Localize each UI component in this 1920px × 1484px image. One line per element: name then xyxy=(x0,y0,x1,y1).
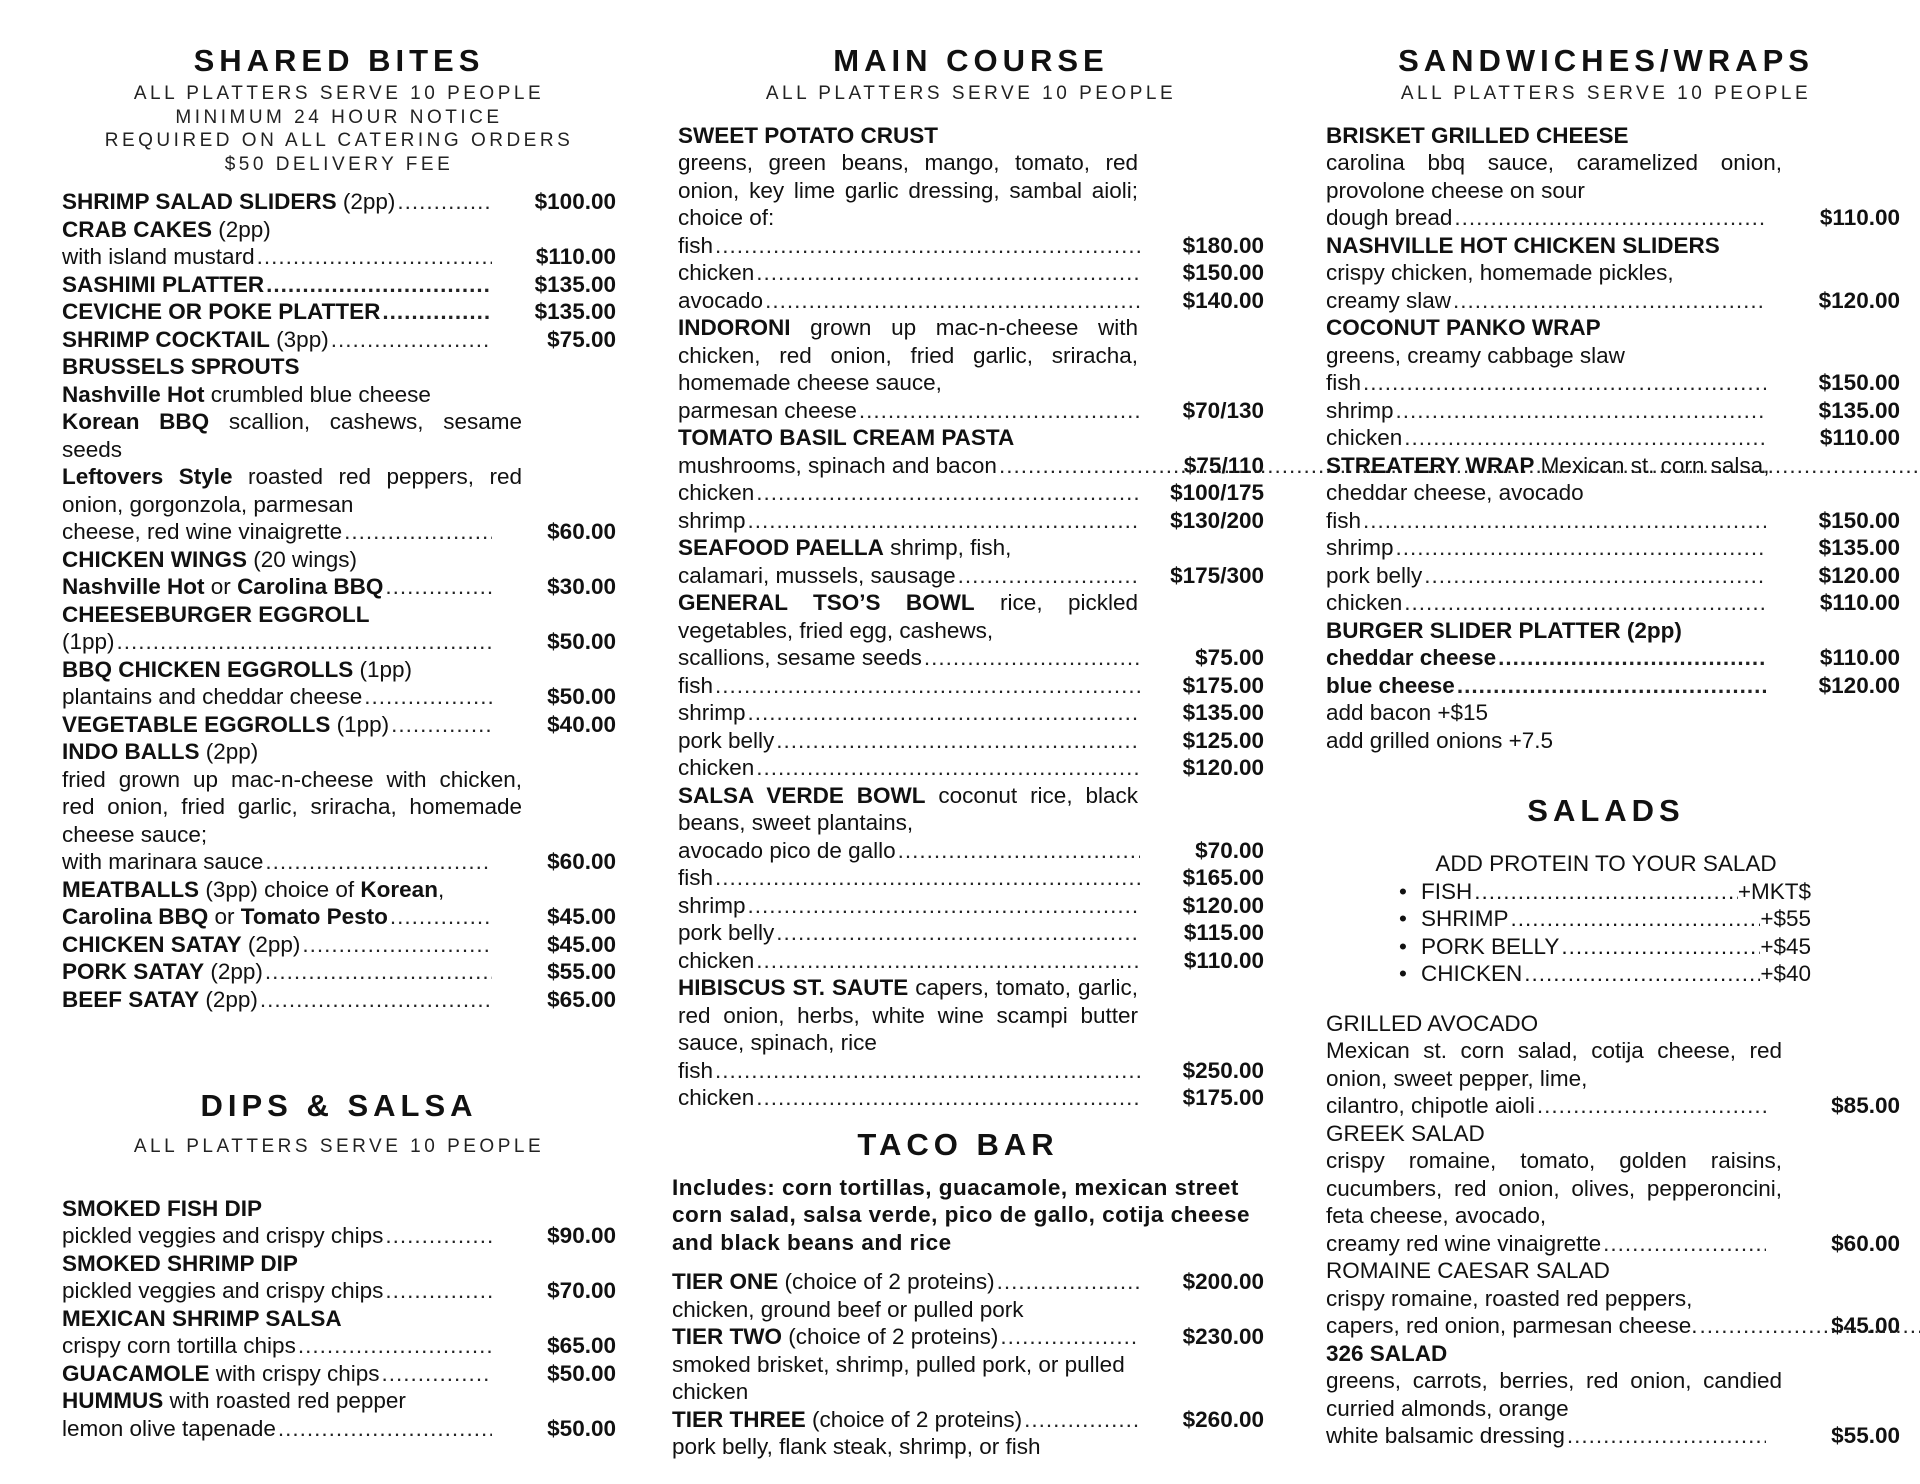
salsa-verde-chicken: chicken ..... $110.00 xyxy=(678,947,1264,975)
main-course-list xyxy=(678,122,1264,1112)
price: $120.00 xyxy=(1182,892,1264,918)
menu-item-vegetable-eggrolls: VEGETABLE EGGROLLS (1pp) ..... $40.00 xyxy=(62,711,616,739)
burger-cheddar: cheddar cheese ..... $110.00 xyxy=(1326,644,1900,672)
price: $135.00 xyxy=(534,271,616,297)
price: $50.00 xyxy=(547,1415,616,1441)
price: $70.00 xyxy=(547,1278,616,1303)
burger-add-bacon: add bacon +$15 xyxy=(1326,700,1489,725)
shared-bites-list xyxy=(62,188,616,1013)
sandwiches-title: SANDWICHES/WRAPS xyxy=(1398,43,1814,78)
price: $175.00 xyxy=(1182,672,1264,698)
tomato-pasta-shrimp: shrimp ..... $130/200 xyxy=(678,507,1264,535)
price: $165.00 xyxy=(1182,865,1264,890)
menu-item-hibiscus-saute: HIBISCUS ST. SAUTE capers, tomato, garlic, red onion, herbs, white wine scampi butter sauce, spinach, rice xyxy=(678,975,1139,1055)
burger-add-onions: add grilled onions +7.5 xyxy=(1326,727,1554,753)
price: $260.00 xyxy=(1182,1406,1264,1432)
taco-tier-one-proteins: chicken, ground beef or pulled pork xyxy=(672,1296,1024,1322)
brussels-option-2: Korean BBQ scallion, cashews, sesame seeds xyxy=(62,409,522,462)
taco-tier-three-proteins: pork belly, flank steak, shrimp, or fish xyxy=(672,1434,1041,1459)
cheeseburger-eggroll-qty: (1pp) ..... $50.00 xyxy=(62,628,616,656)
price: $45.00 xyxy=(547,931,616,957)
shared-bites-note-2: MINIMUM 24 HOUR NOTICE xyxy=(175,106,503,128)
taco-bar-tiers xyxy=(672,1268,1264,1461)
price: $180.00 xyxy=(1182,232,1264,258)
price: $120.00 xyxy=(1818,672,1900,698)
sandwiches-note: ALL PLATTERS SERVE 10 PEOPLE xyxy=(1400,83,1812,104)
streatery-shrimp: shrimp ..... $135.00 xyxy=(1326,534,1900,562)
menu-item-seafood-paella: SEAFOOD PAELLA shrimp, fish, xyxy=(678,535,1012,560)
price: $150.00 xyxy=(1818,370,1900,395)
sweet-potato-avocado: avocado ..... $140.00 xyxy=(678,287,1264,315)
menu-item-smoked-shrimp-dip: SMOKED SHRIMP DIP xyxy=(62,1250,298,1276)
hibiscus-chicken: chicken ..... $175.00 xyxy=(678,1084,1264,1112)
price: $100/175 xyxy=(1170,480,1264,505)
streatery-chicken: chicken ..... $110.00 xyxy=(1326,589,1900,617)
main-course-note: ALL PLATTERS SERVE 10 PEOPLE xyxy=(765,83,1177,104)
sweet-potato-fish: fish ..... $180.00 xyxy=(678,232,1264,260)
price: $75/110 xyxy=(1183,452,1264,478)
price: $60.00 xyxy=(1831,1230,1900,1256)
protein-pork-belly: • PORK BELLY ..... +$45 xyxy=(1421,933,1811,961)
main-course-title: MAIN COURSE xyxy=(833,43,1109,78)
protein-chicken: • CHICKEN ..... +$40 xyxy=(1421,960,1811,988)
taco-tier-two-proteins: smoked brisket, shrimp, pulled pork, or pulled chicken xyxy=(672,1351,1125,1404)
grilled-avocado-desc: Mexican st. corn salad, cotija cheese, red onion, sweet pepper, lime, xyxy=(1326,1038,1782,1091)
price: $70.00 xyxy=(1195,837,1264,863)
taco-bar-includes: Includes: corn tortillas, guacamole, mexican street corn salad, salsa verde, pico de gallo, cotija cheese and black beans and rice xyxy=(672,1174,1250,1255)
shared-bites-note-1: ALL PLATTERS SERVE 10 PEOPLE xyxy=(133,83,545,104)
coconut-shrimp: shrimp ..... $135.00 xyxy=(1326,397,1900,425)
menu-item-indo-balls: INDO BALLS (2pp) xyxy=(62,739,259,764)
meatballs-options: Carolina BBQ or Tomato Pesto ..... $45.00 xyxy=(62,903,616,931)
tomato-pasta-desc: mushrooms, spinach and bacon ..... $75/110 xyxy=(678,452,1264,480)
greek-salad-desc: crispy romaine, tomato, golden raisins, cucumbers, red onion, olives, pepperoncini, feta cheese, avocado, xyxy=(1326,1148,1782,1228)
dips-list xyxy=(62,1195,616,1443)
menu-item-greek-salad: GREEK SALAD xyxy=(1326,1120,1485,1146)
price: $125.00 xyxy=(1182,727,1264,753)
shrimp-dip-desc: pickled veggies and crispy chips ..... $70.00 xyxy=(62,1277,616,1305)
menu-item-pork-satay: PORK SATAY (2pp) ..... $55.00 xyxy=(62,958,616,986)
price: $60.00 xyxy=(547,519,616,544)
shared-bites-note-3: REQUIRED ON ALL CATERING ORDERS xyxy=(104,130,574,151)
menu-item-cheeseburger-eggroll: CHEESEBURGER EGGROLL xyxy=(62,601,370,627)
hibiscus-fish: fish ..... $250.00 xyxy=(678,1057,1264,1085)
salads-title: SALADS xyxy=(1527,793,1685,828)
price: $110.00 xyxy=(1819,205,1900,230)
price: $110.00 xyxy=(1183,947,1264,973)
price: $135.00 xyxy=(1182,700,1264,725)
salad-326-last-line: white balsamic dressing ..... $55.00 xyxy=(1326,1422,1900,1450)
price: $150.00 xyxy=(1818,507,1900,533)
salad-326-desc: greens, carrots, berries, red onion, candied curried almonds, orange xyxy=(1326,1368,1782,1421)
price: $120.00 xyxy=(1182,755,1264,780)
price: $135.00 xyxy=(1818,535,1900,560)
menu-item-tomato-basil-pasta: TOMATO BASIL CREAM PASTA xyxy=(678,425,1015,450)
greek-salad-last-line: creamy red wine vinaigrette ..... $60.00 xyxy=(1326,1230,1900,1258)
menu-item-bbq-chicken-eggrolls: BBQ CHICKEN EGGROLLS (1pp) xyxy=(62,656,413,682)
salsa-verde-fish: fish ..... $165.00 xyxy=(678,864,1264,892)
coconut-chicken: chicken ..... $110.00 xyxy=(1326,424,1900,452)
menu-item-guacamole: GUACAMOLE with crispy chips ..... $50.00 xyxy=(62,1360,616,1388)
price: $135.00 xyxy=(534,299,616,324)
salsa-verde-shrimp: shrimp ..... $120.00 xyxy=(678,892,1264,920)
bbq-eggrolls-desc: plantains and cheddar cheese ..... $50.00 xyxy=(62,683,616,711)
general-tso-shrimp: shrimp ..... $135.00 xyxy=(678,699,1264,727)
indo-balls-last-line: with marinara sauce ..... $60.00 xyxy=(62,848,616,876)
shared-bites-note-4: $50 DELIVERY FEE xyxy=(224,153,454,175)
price: $140.00 xyxy=(1182,287,1264,313)
menu-item-general-tso-bowl: GENERAL TSO’S BOWL rice, pickled vegetables, fried egg, cashews, xyxy=(678,590,1139,643)
main-course-column xyxy=(672,40,1264,1461)
menu-item-romaine-caesar: ROMAINE CAESAR SALAD xyxy=(1326,1258,1610,1283)
salads-list xyxy=(1326,1010,1900,1450)
menu-item-sweet-potato-crust: SWEET POTATO CRUST xyxy=(678,122,939,148)
price: $85.00 xyxy=(1831,1093,1900,1118)
streatery-pork-belly: pork belly ..... $120.00 xyxy=(1326,562,1900,590)
menu-item-crab-cakes: CRAB CAKES (2pp) xyxy=(62,216,271,242)
price: $120.00 xyxy=(1818,562,1900,588)
price: $100.00 xyxy=(534,189,616,214)
menu-item-mexican-shrimp-salsa: MEXICAN SHRIMP SALSA xyxy=(62,1305,342,1331)
general-tso-pork-belly: pork belly ..... $125.00 xyxy=(678,727,1264,755)
sandwiches-list xyxy=(1326,122,1900,755)
sandwiches-column xyxy=(1326,40,1900,1450)
price: $60.00 xyxy=(547,849,616,874)
price: $55.00 xyxy=(547,959,616,984)
general-tso-last-line: scallions, sesame seeds ..... $75.00 xyxy=(678,644,1264,672)
protein-fish: • FISH ..... +MKT$ xyxy=(1421,878,1811,906)
price: $75.00 xyxy=(547,326,616,352)
price: $110.00 xyxy=(1819,590,1900,615)
brisket-last-line: dough bread ..... $110.00 xyxy=(1326,204,1900,232)
taco-bar-title: TACO BAR xyxy=(857,1126,1059,1162)
coconut-fish: fish ..... $150.00 xyxy=(1326,369,1900,397)
menu-item-sashimi: SASHIMI PLATTER ..... $135.00 xyxy=(62,271,616,299)
caesar-desc: crispy romaine, roasted red peppers, xyxy=(1326,1285,1693,1311)
menu-item-streatery-wrap: STREATERY WRAP Mexican st. corn salsa, cheddar cheese, avocado xyxy=(1326,452,1770,505)
price: $230.00 xyxy=(1182,1324,1264,1349)
brussels-option-3: Leftovers Style roasted red peppers, red onion, gorgonzola, parmesan xyxy=(62,464,523,517)
price: $45.00 xyxy=(1831,1313,1900,1338)
menu-item-brisket-grilled-cheese: BRISKET GRILLED CHEESE xyxy=(1326,122,1629,148)
menu-item-smoked-fish-dip: SMOKED FISH DIP xyxy=(62,1195,263,1221)
price: $250.00 xyxy=(1182,1057,1264,1083)
price: $50.00 xyxy=(547,1360,616,1386)
price: $90.00 xyxy=(547,1223,616,1248)
price: $65.00 xyxy=(547,1333,616,1358)
burger-blue-cheese: blue cheese ..... $120.00 xyxy=(1326,672,1900,700)
menu-item-meatballs: MEATBALLS (3pp) choice of Korean, xyxy=(62,876,445,902)
menu-item-indoroni: INDORONI grown up mac-n-cheese with chicken, red onion, fried garlic, sriracha, homemade cheese sauce, xyxy=(678,315,1138,395)
salsa-verde-pork-belly: pork belly ..... $115.00 xyxy=(678,919,1264,947)
price: $55.00 xyxy=(1831,1423,1900,1448)
price: $50.00 xyxy=(547,629,616,654)
price: $175.00 xyxy=(1182,1085,1264,1110)
tomato-pasta-chicken: chicken ..... $100/175 xyxy=(678,479,1264,507)
paella-last-line: calamari, mussels, sausage ..... $175/300 xyxy=(678,562,1264,590)
price: $115.00 xyxy=(1183,920,1264,945)
nashville-desc: crispy chicken, homemade pickles, xyxy=(1326,260,1674,285)
price: $200.00 xyxy=(1182,1269,1264,1294)
menu-item-chicken-satay: CHICKEN SATAY (2pp) ..... $45.00 xyxy=(62,931,616,959)
menu-item-beef-satay: BEEF SATAY (2pp) ..... $65.00 xyxy=(62,986,616,1014)
price: $110.00 xyxy=(1819,425,1900,450)
shared-bites-title: SHARED BITES xyxy=(193,43,485,78)
price: $65.00 xyxy=(547,986,616,1012)
menu-item-chicken-wings: CHICKEN WINGS (20 wings) xyxy=(62,546,358,572)
protein-shrimp: • SHRIMP ..... +$55 xyxy=(1421,905,1811,933)
dips-title: DIPS & SALSA xyxy=(200,1088,478,1123)
grilled-avocado-last-line: cilantro, chipotle aioli ..... $85.00 xyxy=(1326,1092,1900,1120)
wings-options: Nashville Hot or Carolina BBQ ..... $30.00 xyxy=(62,573,616,601)
coconut-desc: greens, creamy cabbage slaw xyxy=(1326,342,1625,368)
menu-item-salsa-verde-bowl: SALSA VERDE BOWL coconut rice, black beans, sweet plantains, xyxy=(678,782,1138,835)
price: $30.00 xyxy=(547,574,616,599)
hummus-last-line: lemon olive tapenade ..... $50.00 xyxy=(62,1415,616,1443)
taco-tier-two: TIER TWO (choice of 2 proteins) ..... $230.00 xyxy=(672,1323,1264,1351)
brussels-last-line: cheese, red wine vinaigrette ..... $60.00 xyxy=(62,518,616,546)
salad-protein-addons xyxy=(1326,850,1900,988)
add-protein-heading: ADD PROTEIN TO YOUR SALAD xyxy=(1435,851,1777,876)
price: $50.00 xyxy=(547,684,616,709)
menu-item-grilled-avocado: GRILLED AVOCADO xyxy=(1326,1010,1539,1036)
price: $70/130 xyxy=(1182,397,1264,423)
caesar-last-line: capers, red onion, parmesan cheese. ..... $45.00 xyxy=(1326,1312,1900,1340)
price: $130/200 xyxy=(1170,507,1264,533)
menu-item-shrimp-sliders: SHRIMP SALAD SLIDERS (2pp) ..... $100.00 xyxy=(62,188,616,216)
nashville-last-line: creamy slaw ..... $120.00 xyxy=(1326,287,1900,315)
dips-note: ALL PLATTERS SERVE 10 PEOPLE xyxy=(133,1136,545,1157)
price: $150.00 xyxy=(1182,260,1264,285)
menu-item-brussels-sprouts: BRUSSELS SPROUTS xyxy=(62,354,300,379)
price: $120.00 xyxy=(1818,287,1900,313)
menu-item-hummus: HUMMUS with roasted red pepper xyxy=(62,1388,406,1413)
price: $110.00 xyxy=(535,244,616,269)
shared-bites-column xyxy=(62,40,616,1442)
indoroni-last-line: parmesan cheese ..... $70/130 xyxy=(678,397,1264,425)
general-tso-chicken: chicken ..... $120.00 xyxy=(678,754,1264,782)
price: $75.00 xyxy=(1195,645,1264,670)
taco-tier-three: TIER THREE (choice of 2 proteins) ..... $260.00 xyxy=(672,1406,1264,1434)
indo-balls-desc: fried grown up mac-n-cheese with chicken, red onion, fried garlic, sriracha, homemade cheese sauce; xyxy=(62,766,522,847)
fish-dip-desc: pickled veggies and crispy chips ..... $90.00 xyxy=(62,1222,616,1250)
crab-cakes-desc: with island mustard ..... $110.00 xyxy=(62,243,616,271)
taco-tier-one: TIER ONE (choice of 2 proteins) ..... $200.00 xyxy=(672,1268,1264,1296)
sweet-potato-chicken: chicken ..... $150.00 xyxy=(678,259,1264,287)
streatery-fish: fish ..... $150.00 xyxy=(1326,507,1900,535)
price: $135.00 xyxy=(1818,397,1900,423)
sweet-potato-desc: greens, green beans, mango, tomato, red onion, key lime garlic dressing, sambal aioli; choice of: xyxy=(678,150,1138,230)
menu-item-shrimp-cocktail: SHRIMP COCKTAIL (3pp) ..... $75.00 xyxy=(62,326,616,354)
protein-list xyxy=(1326,878,1900,988)
menu-item-coconut-panko-wrap: COCONUT PANKO WRAP xyxy=(1326,315,1601,340)
brisket-desc: carolina bbq sauce, caramelized onion, provolone cheese on sour xyxy=(1326,150,1782,203)
general-tso-fish: fish ..... $175.00 xyxy=(678,672,1264,700)
price: $45.00 xyxy=(547,904,616,929)
price: $175/300 xyxy=(1170,562,1264,588)
shrimp-salsa-desc: crispy corn tortilla chips ..... $65.00 xyxy=(62,1332,616,1360)
price: $110.00 xyxy=(1819,645,1900,670)
brussels-option-1: Nashville Hot crumbled blue cheese xyxy=(62,381,431,407)
menu-item-326-salad: 326 SALAD xyxy=(1326,1340,1448,1366)
price: $40.00 xyxy=(547,711,616,737)
menu-item-ceviche: CEVICHE OR POKE PLATTER ..... $135.00 xyxy=(62,298,616,326)
menu-item-burger-slider-platter: BURGER SLIDER PLATTER (2pp) xyxy=(1326,617,1682,643)
salsa-verde-last-line: avocado pico de gallo ..... $70.00 xyxy=(678,837,1264,865)
menu-item-nashville-hot-sliders: NASHVILLE HOT CHICKEN SLIDERS xyxy=(1326,232,1720,258)
